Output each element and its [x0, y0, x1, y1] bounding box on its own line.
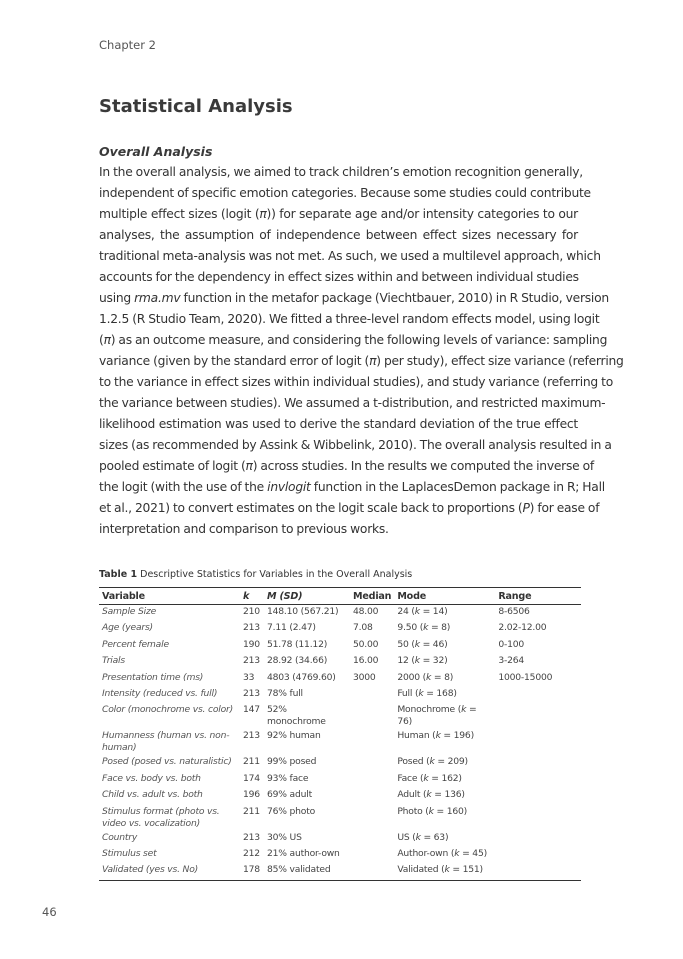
- table-row: [99, 863, 581, 880]
- body-paragraph: [99, 162, 624, 540]
- cell-mean-sd: 4803 (4769.60): [267, 671, 336, 683]
- cell-variable: Posed (posed vs. naturalistic): [102, 756, 232, 768]
- cell-variable: Age (years): [102, 622, 153, 634]
- cell-k: 178: [240, 863, 264, 880]
- header-k: k: [240, 588, 264, 605]
- cell-variable: Validated (yes vs. No): [99, 863, 240, 880]
- cell-k: 211: [243, 805, 260, 817]
- paragraph-line: interpretation and comparison to previous works.: [99, 522, 389, 536]
- table-row: [99, 703, 581, 729]
- header-median: Median: [350, 588, 394, 605]
- cell-mean-sd: 78% full: [267, 687, 303, 699]
- cell-median: [350, 831, 394, 847]
- table-row: [99, 638, 581, 654]
- cell-variable: Trials: [102, 655, 125, 667]
- cell-variable: Humanness (human vs. non-human): [102, 730, 230, 754]
- cell-median: [350, 772, 394, 788]
- subsection-title: Overall Analysis: [99, 144, 213, 159]
- page-number: 46: [42, 905, 57, 919]
- paragraph-line: In the overall analysis, we aimed to track children’s emotion recognition generally,: [99, 165, 583, 179]
- cell-median: [350, 729, 394, 755]
- table-row: [99, 671, 581, 687]
- cell-k: 190: [243, 638, 260, 650]
- paragraph-line: to the variance in effect sizes within individual studies), and study variance (referring to: [99, 375, 613, 389]
- cell-range: 2.02-12.00: [498, 622, 547, 634]
- cell-range: [495, 772, 581, 788]
- cell-k: 33: [243, 671, 255, 683]
- cell-variable: Country: [102, 831, 138, 843]
- paragraph-line: pooled estimate of logit (π) across studies. In the results we computed the inverse of: [99, 459, 594, 473]
- paragraph-line: likelihood estimation was used to derive the standard deviation of the true effect: [99, 417, 578, 431]
- descriptive-statistics-table: [99, 587, 581, 881]
- table-label: Table 1: [99, 569, 138, 580]
- cell-range: 1000-15000: [498, 671, 553, 683]
- table-row: [99, 805, 581, 831]
- table-row: [99, 654, 581, 670]
- cell-mode: Human (k = 196): [397, 730, 474, 742]
- paragraph-line: traditional meta-analysis was not met. As such, we used a multilevel approach, which: [99, 249, 601, 263]
- cell-median: [350, 788, 394, 804]
- cell-mean-sd: 69% adult: [267, 789, 312, 801]
- cell-range: 8-6506: [498, 606, 530, 617]
- table-caption: [99, 569, 412, 580]
- paragraph-line: independent of specific emotion categories. Because some studies could contribute: [99, 186, 591, 200]
- cell-k: 174: [243, 772, 260, 784]
- cell-mode: 12 (k = 32): [397, 655, 448, 667]
- cell-range: [495, 805, 581, 831]
- table-row: [99, 621, 581, 637]
- cell-k: 213: [243, 687, 260, 699]
- cell-mode: Author-own (k = 45): [397, 847, 487, 859]
- table-row: [99, 755, 581, 771]
- paragraph-line: sizes (as recommended by Assink & Wibbelink, 2010). The overall analysis resulted in a: [99, 438, 612, 452]
- table-row: [99, 687, 581, 703]
- cell-mean-sd: 85% validated: [264, 863, 350, 880]
- cell-range: [495, 863, 581, 880]
- cell-k: 213: [243, 730, 260, 742]
- cell-range: [495, 755, 581, 771]
- cell-median: 16.00: [353, 655, 379, 667]
- cell-k: 212: [243, 847, 260, 859]
- paragraph-line: multiple effect sizes (logit (π)) for separate age and/or intensity categories to our: [99, 207, 578, 221]
- cell-range: [495, 729, 581, 755]
- cell-k: 211: [243, 756, 260, 768]
- cell-median: [350, 755, 394, 771]
- cell-k: 213: [243, 831, 260, 843]
- cell-mode: Full (k = 168): [397, 687, 457, 699]
- running-header: Chapter 2: [99, 38, 156, 52]
- cell-range: [495, 847, 581, 863]
- cell-mean-sd: 93% face: [267, 772, 309, 784]
- cell-mean-sd: 51.78 (11.12): [267, 638, 328, 650]
- cell-mode: US (k = 63): [397, 831, 449, 843]
- cell-range: [495, 703, 581, 729]
- cell-mean-sd: 99% posed: [267, 756, 317, 768]
- cell-mean-sd: 52% monochrome: [267, 704, 326, 728]
- cell-median: 48.00: [353, 606, 379, 617]
- cell-k: 147: [243, 704, 260, 716]
- cell-range: 3-264: [498, 655, 525, 667]
- paragraph-line: 1.2.5 (R Studio Team, 2020). We fitted a three-level random effects model, using logit: [99, 312, 600, 326]
- cell-mode: 50 (k = 46): [397, 638, 448, 650]
- table-row: [99, 847, 581, 863]
- cell-variable: Sample Size: [102, 606, 157, 617]
- cell-mode: Face (k = 162): [397, 772, 462, 784]
- cell-mean-sd: 76% photo: [267, 805, 316, 817]
- cell-median: 50.00: [353, 638, 379, 650]
- cell-mode: 24 (k = 14): [397, 606, 448, 617]
- cell-range: [495, 687, 581, 703]
- cell-mode: Photo (k = 160): [397, 805, 468, 817]
- cell-mean-sd: 21% author-own: [267, 847, 340, 859]
- header-mode: Mode: [394, 588, 495, 605]
- cell-mean-sd: 92% human: [267, 730, 321, 742]
- cell-range: [495, 831, 581, 847]
- paragraph-line: accounts for the dependency in effect sizes within and between individual studies: [99, 270, 579, 284]
- cell-mode: Monochrome (k = 76): [397, 704, 477, 728]
- cell-mode: 9.50 (k = 8): [397, 622, 451, 634]
- table-row: [99, 729, 581, 755]
- table-row: [99, 788, 581, 804]
- cell-variable: Color (monochrome vs. color): [102, 704, 233, 716]
- paragraph-line: variance (given by the standard error of logit (π) per study), effect size variance (referring: [99, 354, 624, 368]
- paragraph-line: using rma.mv function in the metafor package (Viechtbauer, 2010) in R Studio, version: [99, 291, 609, 305]
- cell-variable: Intensity (reduced vs. full): [102, 687, 218, 699]
- section-title: Statistical Analysis: [99, 96, 293, 117]
- cell-variable: Face vs. body vs. both: [102, 772, 201, 784]
- table-row: [99, 605, 581, 622]
- cell-range: 0-100: [498, 638, 525, 650]
- cell-mean-sd: 30% US: [267, 831, 302, 843]
- cell-variable: Child vs. adult vs. both: [102, 789, 203, 801]
- cell-median: [350, 703, 394, 729]
- paragraph-line: the variance between studies). We assumed a t-distribution, and restricted maximum-: [99, 396, 606, 410]
- cell-variable: Stimulus set: [102, 847, 157, 859]
- table-header-row: [99, 588, 581, 605]
- cell-mean-sd: 28.92 (34.66): [267, 655, 328, 667]
- cell-mode: Validated (k = 151): [394, 863, 495, 880]
- cell-median: [350, 805, 394, 831]
- table-caption-text: Descriptive Statistics for Variables in the Overall Analysis: [140, 569, 413, 580]
- cell-median: [350, 847, 394, 863]
- cell-variable: Stimulus format (photo vs. video vs. vocalization): [102, 805, 220, 829]
- cell-range: [495, 788, 581, 804]
- paragraph-line: analyses, the assumption of independence between effect sizes necessary for: [99, 228, 578, 242]
- cell-median: 3000: [353, 671, 376, 683]
- paragraph-line: (π) as an outcome measure, and considering the following levels of variance: sampling: [99, 333, 608, 347]
- paragraph-line: et al., 2021) to convert estimates on the logit scale back to proportions (P) for ease of: [99, 501, 600, 515]
- table-row: [99, 772, 581, 788]
- cell-mode: 2000 (k = 8): [397, 671, 454, 683]
- table-row: [99, 831, 581, 847]
- cell-k: 210: [243, 606, 260, 617]
- cell-median: [350, 687, 394, 703]
- header-variable: Variable: [99, 588, 240, 605]
- cell-mode: Adult (k = 136): [397, 789, 465, 801]
- cell-mean-sd: 148.10 (567.21): [267, 606, 339, 617]
- cell-variable: Percent female: [102, 638, 169, 650]
- header-range: Range: [495, 588, 581, 605]
- cell-variable: Presentation time (ms): [102, 671, 204, 683]
- cell-mode: Posed (k = 209): [397, 756, 468, 768]
- cell-k: 213: [243, 655, 260, 667]
- header-mean-sd: M (SD): [264, 588, 350, 605]
- cell-median: [350, 863, 394, 880]
- cell-k: 213: [243, 622, 260, 634]
- cell-median: 7.08: [353, 622, 373, 634]
- paragraph-line: the logit (with the use of the invlogit function in the LaplacesDemon package in R; Hall: [99, 480, 605, 494]
- cell-mean-sd: 7.11 (2.47): [267, 622, 316, 634]
- cell-k: 196: [243, 789, 260, 801]
